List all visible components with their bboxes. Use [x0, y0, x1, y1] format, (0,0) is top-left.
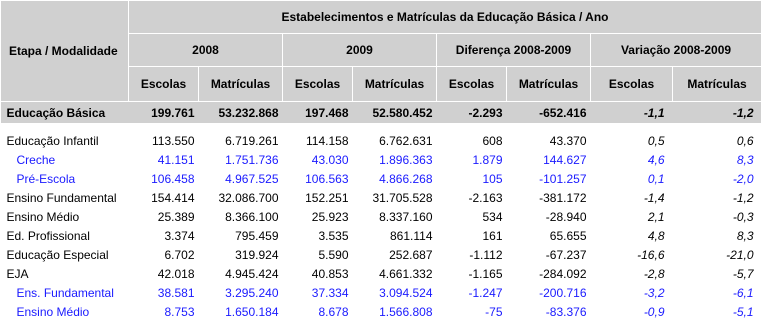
table-row — [1, 188, 761, 207]
group-header-variacao: Variação 2008-2009 — [591, 34, 761, 67]
cell: -2.163 — [468, 190, 503, 205]
cell: -6,1 — [732, 285, 754, 300]
cell: -3,2 — [643, 285, 665, 300]
cell: 534 — [482, 209, 503, 224]
cell: 32.086.700 — [218, 190, 279, 205]
cell: 1.896.363 — [379, 152, 433, 167]
cell: 2,1 — [647, 209, 665, 224]
cell: 608 — [482, 133, 503, 148]
cell: 3.374 — [164, 228, 195, 243]
cell: -1.165 — [468, 266, 503, 281]
subheader-escolas: Escolas — [591, 67, 673, 102]
table-row — [1, 264, 761, 283]
group-header-diferenca: Diferença 2008-2009 — [437, 34, 591, 67]
cell: 31.705.528 — [372, 190, 433, 205]
cell: 252.687 — [389, 247, 433, 262]
table-row — [1, 302, 761, 321]
cell: 144.627 — [543, 152, 587, 167]
cell: 1.879 — [472, 152, 503, 167]
subheader-escolas: Escolas — [283, 67, 353, 102]
cell: -284.092 — [539, 266, 587, 281]
row-label: Educação Básica — [1, 102, 129, 125]
cell: -1,2 — [673, 102, 761, 125]
cell: -2,0 — [732, 171, 754, 186]
cell: 0,5 — [647, 133, 665, 148]
cell: 65.655 — [549, 228, 587, 243]
table-row — [1, 283, 761, 302]
cell: 105 — [482, 171, 503, 186]
cell: 53.232.868 — [199, 102, 283, 125]
cell: -652.416 — [507, 102, 591, 125]
table-row — [1, 169, 761, 188]
cell: 8.337.160 — [379, 209, 433, 224]
cell: 37.334 — [311, 285, 349, 300]
cell: 197.468 — [283, 102, 353, 125]
cell: -1.112 — [469, 247, 503, 262]
cell: -1,1 — [591, 102, 673, 125]
table-title: Estabelecimentos e Matrículas da Educação Básica / Ano — [129, 1, 761, 34]
cell: -16,6 — [637, 247, 665, 262]
cell: 0,6 — [736, 133, 754, 148]
group-header-2008: 2008 — [129, 34, 283, 67]
cell: 0,1 — [647, 171, 665, 186]
total-row — [1, 102, 761, 125]
cell: 106.563 — [305, 171, 349, 186]
row-label: Pré-Escola — [16, 171, 76, 186]
cell: 1.650.184 — [225, 304, 279, 319]
subheader-matriculas: Matrículas — [673, 67, 761, 102]
cell: -1.247 — [468, 285, 503, 300]
table-row — [1, 131, 761, 150]
table-row — [1, 207, 761, 226]
cell: 106.458 — [151, 171, 195, 186]
subheader-matriculas: Matrículas — [507, 67, 591, 102]
cell: 113.550 — [152, 133, 195, 148]
cell: -0,9 — [643, 304, 665, 319]
cell: 6.762.631 — [379, 133, 433, 148]
cell: -200.716 — [539, 285, 587, 300]
cell: 4.967.525 — [225, 171, 279, 186]
cell: 38.581 — [157, 285, 195, 300]
cell: 52.580.452 — [353, 102, 437, 125]
row-label: Creche — [16, 152, 56, 167]
cell: -2,8 — [643, 266, 665, 281]
cell: -2.293 — [437, 102, 507, 125]
subheader-matriculas: Matrículas — [199, 67, 283, 102]
cell: -21,0 — [726, 247, 754, 262]
corner-header: Etapa / Modalidade — [1, 1, 129, 102]
row-label: Ens. Fundamental — [16, 285, 114, 300]
cell: -1,2 — [732, 190, 754, 205]
cell: 4,8 — [647, 228, 665, 243]
row-label: Ed. Profissional — [6, 228, 90, 243]
cell: 4.866.268 — [379, 171, 433, 186]
row-label: Ensino Médio — [16, 304, 90, 319]
spacer-row — [1, 124, 761, 131]
cell: 3.094.524 — [379, 285, 433, 300]
subheader-escolas: Escolas — [129, 67, 199, 102]
cell: -67.237 — [545, 247, 587, 262]
row-label: Ensino Fundamental — [6, 190, 117, 205]
cell: 25.389 — [157, 209, 195, 224]
cell: 8,3 — [736, 152, 754, 167]
cell: 152.251 — [305, 190, 349, 205]
cell: -75 — [485, 304, 503, 319]
cell: -101.257 — [539, 171, 587, 186]
cell: 319.924 — [235, 247, 279, 262]
group-header-2009: 2009 — [283, 34, 437, 67]
table-row — [1, 245, 761, 264]
cell: 5.590 — [318, 247, 349, 262]
cell: 1.751.736 — [225, 152, 279, 167]
subheader-escolas: Escolas — [437, 67, 507, 102]
cell: 42.018 — [157, 266, 195, 281]
cell: 154.414 — [151, 190, 195, 205]
cell: 43.370 — [549, 133, 587, 148]
cell: 41.151 — [157, 152, 195, 167]
cell: 8.753 — [164, 304, 195, 319]
row-label: Educação Infantil — [6, 133, 99, 148]
cell: -28.940 — [545, 209, 587, 224]
cell: 114.158 — [306, 133, 349, 148]
cell: 795.459 — [235, 228, 279, 243]
cell: -5,7 — [732, 266, 754, 281]
cell: 1.566.808 — [379, 304, 433, 319]
cell: -5,1 — [732, 304, 754, 319]
cell: 40.853 — [311, 266, 349, 281]
cell: 8.678 — [318, 304, 349, 319]
cell: 861.114 — [390, 228, 433, 243]
cell: -1,4 — [643, 190, 665, 205]
cell: 3.295.240 — [225, 285, 279, 300]
subheader-matriculas: Matrículas — [353, 67, 437, 102]
cell: 4.945.424 — [225, 266, 279, 281]
cell: 6.719.261 — [225, 133, 279, 148]
row-label: Educação Especial — [6, 247, 109, 262]
cell: 43.030 — [311, 152, 349, 167]
cell: 4,6 — [647, 152, 665, 167]
table-row — [1, 150, 761, 169]
row-label: Ensino Médio — [6, 209, 80, 224]
spacer-cell — [1, 124, 761, 131]
cell: 6.702 — [164, 247, 195, 262]
cell: 8.366.100 — [225, 209, 279, 224]
cell: 161 — [482, 228, 503, 243]
cell: 199.761 — [129, 102, 199, 125]
cell: 25.923 — [311, 209, 349, 224]
cell: -83.376 — [545, 304, 587, 319]
cell: 3.535 — [318, 228, 349, 243]
cell: -0,3 — [732, 209, 754, 224]
cell: 4.661.332 — [379, 266, 433, 281]
table-row — [1, 226, 761, 245]
cell: -381.172 — [539, 190, 587, 205]
row-label: EJA — [6, 266, 29, 281]
cell: 8,3 — [736, 228, 754, 243]
